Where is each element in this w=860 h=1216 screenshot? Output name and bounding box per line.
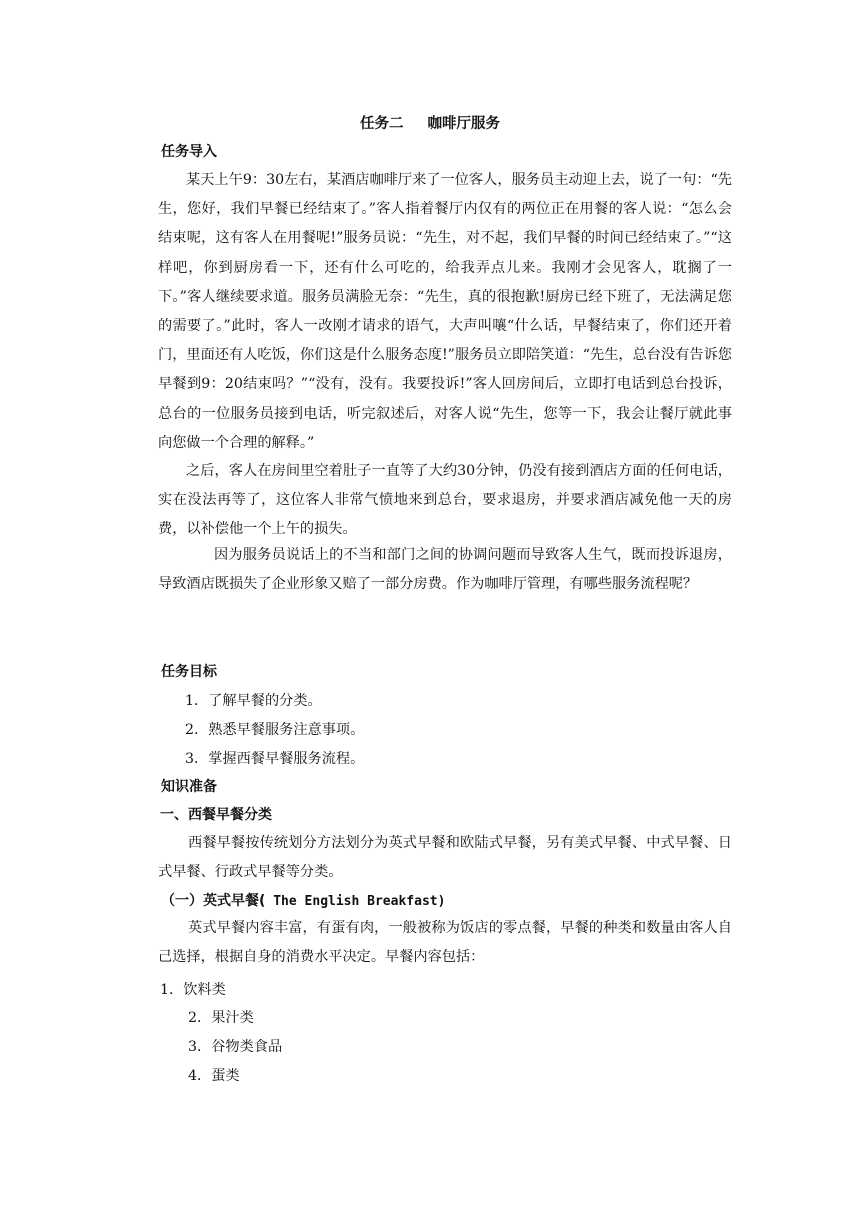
- english-breakfast-en: The English Breakfast): [265, 894, 446, 909]
- list-item-4: 4．蛋类: [188, 1068, 240, 1084]
- heading-knowledge-prep: 知识准备: [161, 779, 217, 795]
- heading-task-intro: 任务导入: [161, 144, 217, 160]
- title-task-name: 咖啡厅服务: [427, 116, 500, 132]
- title-task-number: 任务二: [360, 116, 404, 132]
- english-breakfast-cn: （一）英式早餐(: [161, 893, 266, 909]
- goal-item-2: 2．熟悉早餐服务注意事项。: [185, 722, 365, 738]
- list-item-3: 3．谷物类食品: [188, 1039, 283, 1055]
- classification-paragraph: 西餐早餐按传统划分方法划分为英式早餐和欧陆式早餐，另有美式早餐、中式早餐、日式早餐、行政式早餐等分类。: [158, 835, 732, 881]
- page-title: [0, 112, 860, 133]
- goal-item-1: 1．了解早餐的分类。: [185, 693, 322, 709]
- list-item-1: 1．饮料类: [160, 982, 226, 998]
- heading-english-breakfast: [161, 891, 445, 912]
- list-item-2: 2．果汁类: [188, 1010, 254, 1026]
- english-breakfast-paragraph: 英式早餐内容丰富，有蛋有肉，一般被称为饭店的零点餐，早餐的种类和数量由客人自己选择，根据自身的消费水平决定。早餐内容包括：: [158, 920, 732, 966]
- goal-item-3: 3．掌握西餐早餐服务流程。: [185, 751, 365, 767]
- heading-task-goals: 任务目标: [161, 664, 217, 680]
- intro-paragraph-2: 之后，客人在房间里空着肚子一直等了大约30分钟，仍没有接到酒店方面的任何电话，实在没法再等了，这位客人非常气愤地来到总台，要求退房，并要求酒店减免他一天的房费，以补偿他一个上午的损失。: [158, 463, 732, 538]
- intro-paragraph-1: 某天上午9：30左右，某酒店咖啡厅来了一位客人，服务员主动迎上去，说了一句：“先生，您好，我们早餐已经结束了。”客人指着餐厅内仅有的两位正在用餐的客人说：“怎么会结束呢，这有客人在用餐呢!”服务员说：“先生，对不起，我们早餐的时间已经结束了。”“这样吧，你到厨房看一下，还有什么可吃的，给我弄点儿来。我刚才会见客人，耽搁了一下。”客人继续要求道。服务员满脸无奈：“先生，真的很抱歉!厨房已经下班了，无法满足您的需要了。”此时，客人一改刚才请求的语气，大声叫嚷“什么话，早餐结束了，你们还开着门，里面还有人吃饭，你们这是什么服务态度!”服务员立即陪笑道：“先生，总台没有告诉您早餐到9：20结束吗？”“没有，没有。我要投诉!”客人回房间后，立即打电话到总台投诉，总台的一位服务员接到电话，听完叙述后，对客人说“先生，您等一下，我会让餐厅就此事向您做一个合理的解释。”: [158, 172, 732, 451]
- intro-paragraph-3: 因为服务员说话上的不当和部门之间的协调问题而导致客人生气，既而投诉退房，导致酒店既损失了企业形象又赔了一部分房费。作为咖啡厅管理，有哪些服务流程呢？: [158, 547, 732, 593]
- heading-breakfast-classification: 一、西餐早餐分类: [160, 807, 272, 823]
